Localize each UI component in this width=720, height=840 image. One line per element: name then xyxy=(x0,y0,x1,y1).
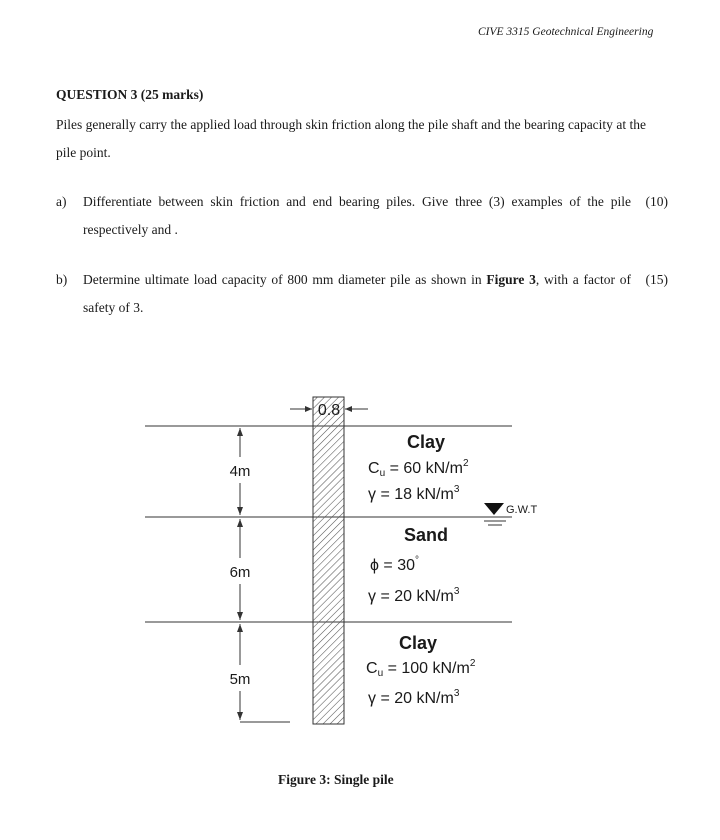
layer-1-name: Clay xyxy=(406,432,446,452)
page-header: CIVE 3315 Geotechnical Engineering xyxy=(478,26,654,38)
layer-3-gamma: γ = 20 $kN/m^3$ xyxy=(368,688,460,707)
part-a-letter: a) xyxy=(56,194,67,209)
question-part-b xyxy=(56,266,676,326)
part-a-marks: (10) xyxy=(645,194,668,209)
part-a-text: Differentiate between skin friction and end bearing piles. Give three (3) examples of the pile respectively and . xyxy=(83,194,631,237)
layer-1-gamma: γ = 18 $kN/m^3$ xyxy=(368,484,460,503)
part-b-figure-ref: Figure 3 xyxy=(486,272,536,287)
part-b-text-after: , with a factor of safety of 3. xyxy=(83,272,631,315)
depth-label-4m: 4m xyxy=(229,463,251,480)
layer-2-phi: ϕ = 30° xyxy=(370,555,419,574)
pile-figure xyxy=(0,380,720,770)
layer-2-properties xyxy=(368,525,460,605)
layer-1-cu: Cu = 60 $kN/m^2$ xyxy=(368,458,469,479)
pile-diameter-dimension xyxy=(290,402,368,419)
gwt-marker xyxy=(484,503,537,525)
pile-diameter-label: 0.8 xyxy=(317,402,341,419)
layer-2-gamma: γ = 20 $kN/m^3$ xyxy=(368,586,460,605)
layer-3-cu: Cu = 100 $kN/m^2$ xyxy=(366,658,476,679)
gwt-triangle-icon xyxy=(484,503,504,515)
depth-label-5m: 5m xyxy=(229,671,251,688)
layer-1-properties xyxy=(368,432,469,503)
question-intro: Piles generally carry the applied load through skin friction along the pile shaft and the bearing capacity at the pile point. xyxy=(56,117,646,160)
depth-dimension-5m xyxy=(230,624,251,720)
part-b-letter: b) xyxy=(56,272,68,287)
depth-dimension-4m xyxy=(230,428,251,515)
part-b-text-before: Determine ultimate load capacity of 800 mm diameter pile as shown in xyxy=(83,272,487,287)
question-part-a xyxy=(56,188,676,248)
depth-dimension-6m xyxy=(230,519,251,620)
layer-3-properties xyxy=(366,633,476,707)
question-title: QUESTION 3 (25 marks) xyxy=(56,87,204,102)
pile-shaft xyxy=(313,397,344,724)
figure-caption: Figure 3: Single pile xyxy=(278,772,394,787)
part-b-text xyxy=(83,266,631,322)
part-b-marks: (15) xyxy=(645,272,668,287)
depth-label-6m: 6m xyxy=(229,564,251,581)
layer-3-name: Clay xyxy=(398,633,438,653)
layer-2-name: Sand xyxy=(403,525,449,545)
gwt-label: G.W.T xyxy=(506,504,538,516)
